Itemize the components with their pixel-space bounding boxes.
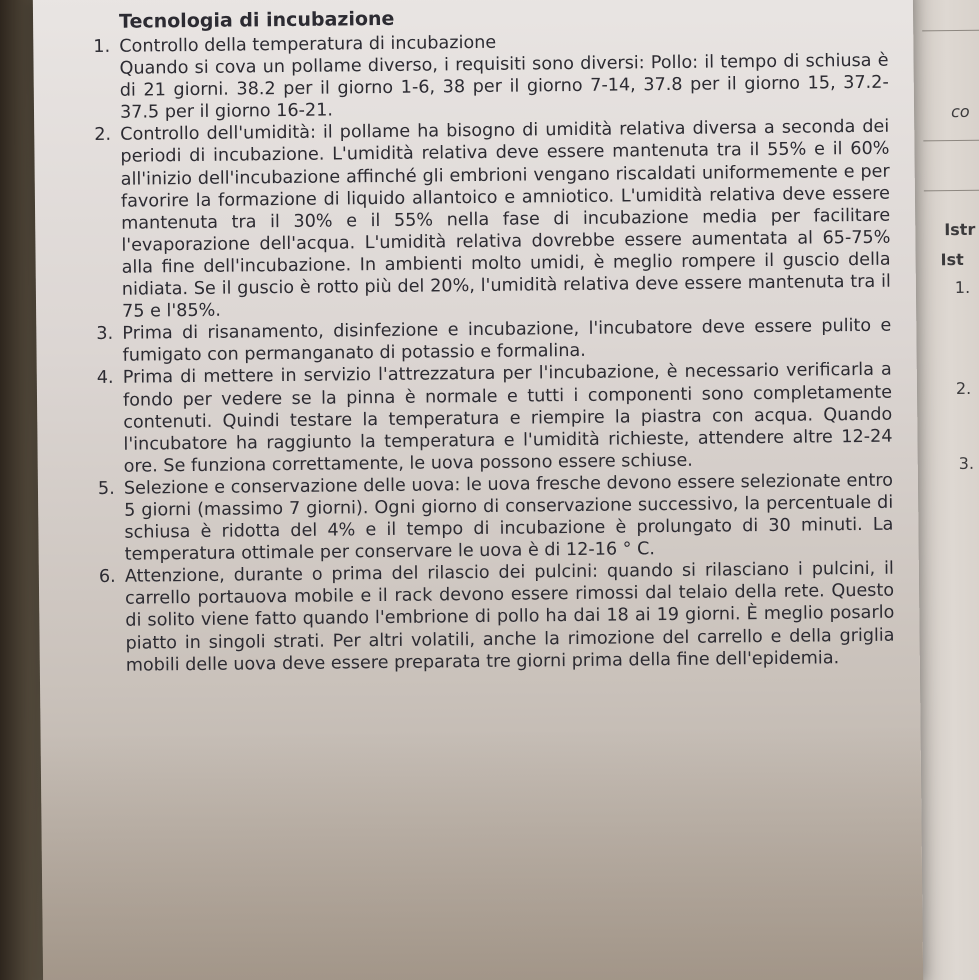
item-number: 6. [98,567,116,588]
list-item [97,359,893,478]
item-number: 4. [96,368,114,389]
item-number: 1. [93,36,111,58]
list-item [99,558,895,677]
list-item [94,116,891,323]
item-text: Prima di risanamento, disinfezione e incubazione, l'incubatore deve essere pulito e fumigato con permanganato di potassio e formalina. [122,315,892,367]
item-text: Attenzione, durante o prima del rilascio dei pulcini: quando si rilasciano i pulcini, il carrello portauova mobile e il rack devono essere rimossi dal telaio della rete. Questo di solito viene fatto quando l'embrione di pollo ha dai 18 ai 19 giorni. È meglio posarlo piatto in singoli strati. Per altri volatili, anche la rimozione del carrello e della griglia mobili delle uova deve essere preparata tre giorni prima della fine dell'epidemia. [124,558,895,676]
adjacent-page-fragment: 2. [955,378,972,399]
item-text: Selezione e conservazione delle uova: le uova fresche devono essere selezionate entro 5 giorni (massimo 7 giorni). Ogni giorno di conservazione successivo, la percentuale di schiusa è ridotta del 4% e il tempo di incubazione è prolungato di 30 minuti. La temperatura ottimale per conservare le uova è di 12-16 ° C. [123,470,894,565]
book-page [33,0,923,980]
page-title: Tecnologia di incubazione [118,7,395,33]
list-item [93,28,889,125]
item-text: Controllo dell'umidità: il pollame ha bisogno di umidità relativa diversa a seconda dei periodi di incubazione. L'umidità relativa deve essere mantenuta tra il 55% e il 60% all'inizio dell'incubazione affinché gli embrioni vengano riscaldati uniformemente e per favorire la formazione di liquido allantoico e amniotico. L'umidità relativa deve essere mantenuta tra il 30% e il 55% nella fase di incubazione media per facilitare l'evaporazione dell'acqua. L'umidità relativa dovrebbe essere aumentata al 65-75% alla fine dell'incubazione. In ambienti molto umidi, è meglio rompere il guscio della nidiata. Se il guscio è rotto più del 20%, l'umidità relativa deve essere mantenuta tra il 75 e l'85%. [120,117,891,322]
item-number: 5. [97,478,115,499]
item-text: Controllo della temperatura di incubazione Quando si cova un pollame diverso, i requisiti sono diversi: Pollo: il tempo di schiusa è di 21 giorni. 38.2 per il giorno 1-6, 38 per il giorno 7-14, 37.8 per il giorno 15, 37.2-37.5 per il giorno 16-21. [119,32,889,124]
adjacent-page-fragment: Istr [944,219,976,240]
item-text: Prima di mettere in servizio l'attrezzatura per l'incubazione, è necessario verificarla a fondo per vedere se la pinna è normale e tutti i componenti sono completamente contenuti. Quindi testare la temperatura e riempire la piastra con acqua. Quando l'incubatore ha raggiunto la temperatura e l'umidità richieste, attendere altre 12-24 ore. Se funziona correttamente, le uova possono essere schiuse. [122,360,893,477]
adjacent-page-fragment: 1. [954,277,971,298]
adjacent-page-fragment: co [950,101,970,122]
page-content [93,2,895,677]
table-rule [924,189,979,191]
item-number: 3. [96,324,114,345]
adjacent-page-fragment: Ist [940,249,964,270]
table-rule [923,139,979,141]
table-rule [922,29,979,31]
item-number: 2. [94,125,112,146]
list-item [98,470,894,567]
adjacent-page-fragment: 3. [958,453,975,474]
